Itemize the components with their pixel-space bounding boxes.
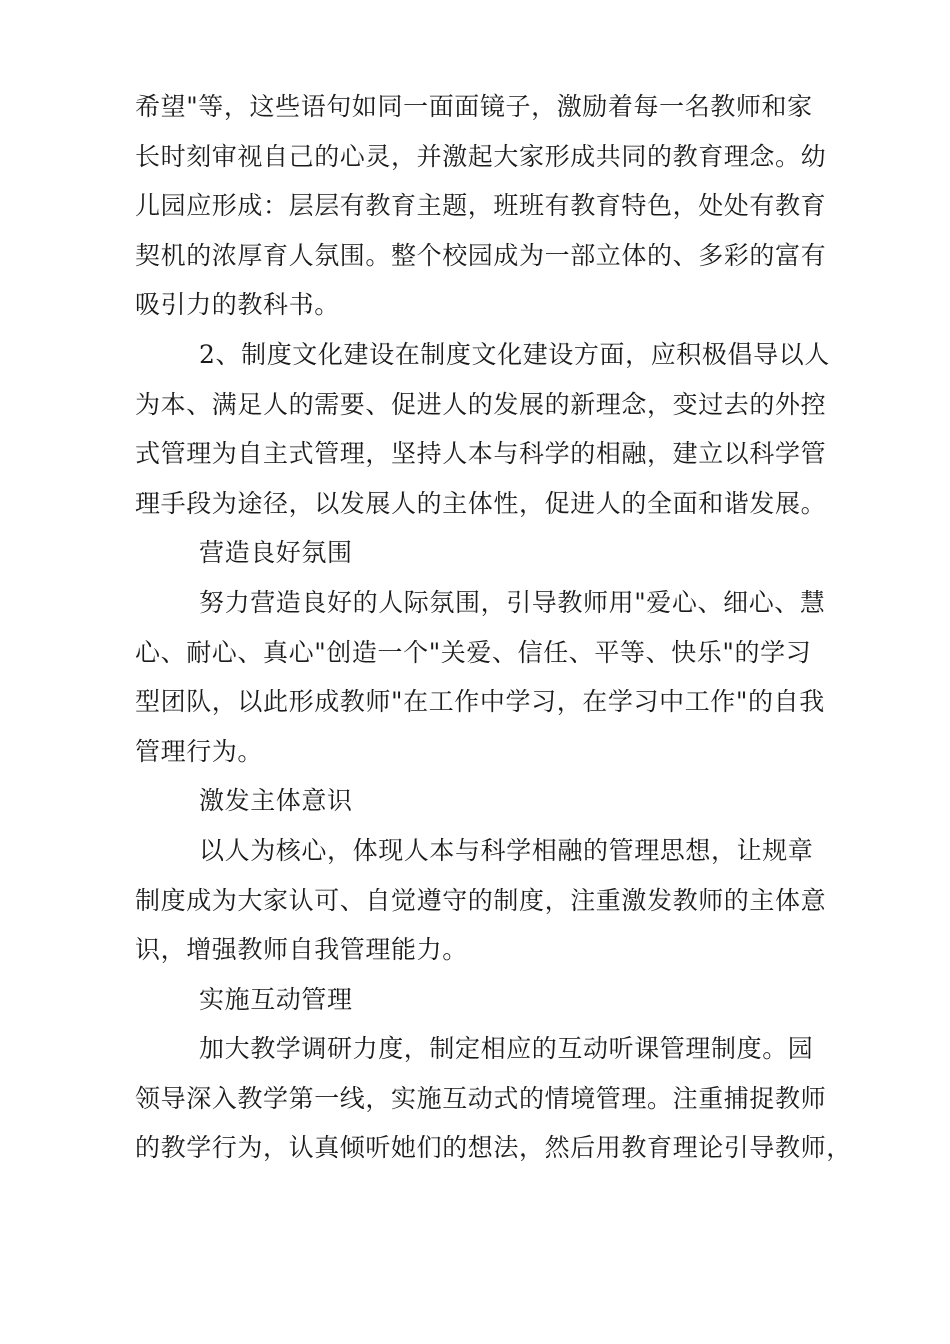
text-line: 制度成为大家认可、自觉遵守的制度，注重激发教师的主体意 [135,885,827,915]
text-line: 长时刻审视自己的心灵，并激起大家形成共同的教育理念。幼 [135,141,827,171]
paragraph-start-line: 以人为核心，体现人本与科学相融的管理思想，让规章 [199,835,814,865]
text-line: 型团队，以此形成教师"在工作中学习，在学习中工作"的自我 [135,687,825,717]
text-line: 的教学行为，认真倾听她们的想法，然后用教育理论引导教师， [135,1133,852,1163]
text-line: 心、耐心、真心"创造一个"关爱、信任、平等、快乐"的学习 [135,637,812,667]
text-line: 理手段为途径，以发展人的主体性，促进人的全面和谐发展。 [135,488,827,518]
section-heading: 实施互动管理 [199,984,353,1014]
text-line: 为本、满足人的需要、促进人的发展的新理念，变过去的外控 [135,389,827,419]
text-line: 契机的浓厚育人氛围。整个校园成为一部立体的、多彩的富有 [135,240,827,270]
text-line: 希望"等，这些语句如同一面面镜子，激励着每一名教师和家 [135,92,813,121]
text-line: 管理行为。 [135,736,264,766]
text-line: 识，增强教师自我管理能力。 [135,935,468,965]
paragraph-start-line: 2、制度文化建设在制度文化建设方面，应积极倡导以人 [199,339,830,369]
document-body [135,82,852,1173]
section-heading: 营造良好氛围 [199,538,353,568]
paragraph-start-line: 努力营造良好的人际氛围，引导教师用"爱心、细心、慧 [199,587,826,617]
text-line: 吸引力的教科书。 [135,290,340,320]
text-line: 式管理为自主式管理，坚持人本与科学的相融，建立以科学管 [135,439,827,469]
section-heading: 激发主体意识 [199,786,353,816]
paragraph-start-line: 加大教学调研力度，制定相应的互动听课管理制度。园 [199,1034,814,1064]
text-line: 领导深入教学第一线，实施互动式的情境管理。注重捕捉教师 [135,1083,827,1113]
text-line: 儿园应形成：层层有教育主题，班班有教育特色，处处有教育 [135,191,827,221]
